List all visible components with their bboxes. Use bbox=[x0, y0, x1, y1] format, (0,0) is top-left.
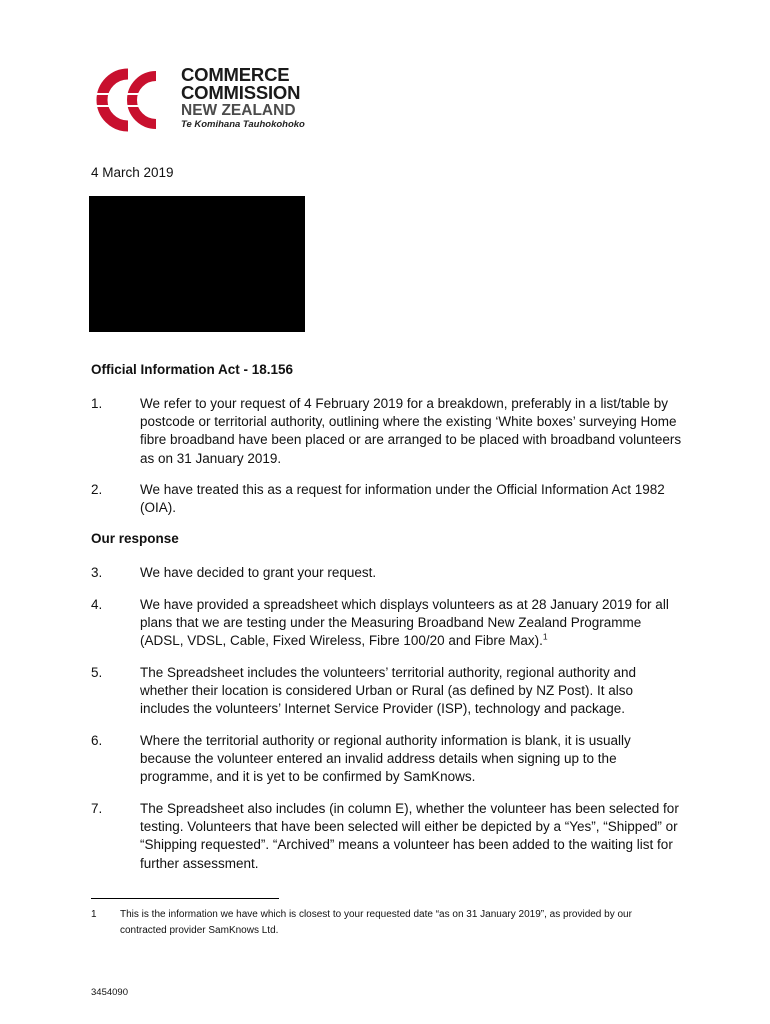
document-number: 3454090 bbox=[91, 987, 128, 998]
letter-subject: Official Information Act - 18.156 bbox=[91, 362, 294, 377]
footnote-reference[interactable]: 1 bbox=[542, 631, 548, 642]
paragraph-text-with-footnote bbox=[140, 596, 685, 651]
section-heading-our-response: Our response bbox=[91, 531, 179, 546]
paragraph-text: The Spreadsheet also includes (in column E), whether the volunteer has been selected for testing. Volunteers that have been selected will either be depicted by a “Yes”, “Shipped” or “Shipping requested”. “Archived” means a volunteer has been added to the waiting list for further assessment. bbox=[140, 801, 679, 871]
logo-line-maori: Te Komihana Tauhokohoko bbox=[181, 119, 305, 130]
paragraph-7 bbox=[91, 800, 691, 874]
logo-line-commission: COMMISSION bbox=[181, 82, 301, 103]
paragraph-text: We have provided a spreadsheet which displays volunteers as at 28 January 2019 for all plans that we are testing under the Measuring Broadband New Zealand Programme (ADSL, VDSL, Cable, Fixed Wireless, Fibre 100/20 and Fibre Max). bbox=[140, 597, 669, 649]
logo-line-commerce: COMMERCE bbox=[181, 64, 290, 85]
paragraph-text: We refer to your request of 4 February 2019 for a breakdown, preferably in a list/table by postcode or territorial authority, outlining where the existing ‘White boxes’ surveying Home fibre broadband have been placed or are arranged to be placed with broadband volunteers as on 31 January 2019. bbox=[140, 396, 682, 466]
cc-logo-icon bbox=[92, 68, 176, 132]
logo-wordmark bbox=[181, 66, 305, 131]
paragraph-number: 1. bbox=[91, 396, 103, 411]
paragraph-text: We have treated this as a request for information under the Official Information Act 1982 (OIA). bbox=[140, 482, 665, 516]
paragraph-text: We have decided to grant your request. bbox=[140, 565, 377, 580]
paragraph-4 bbox=[91, 596, 691, 652]
paragraph-number: 5. bbox=[91, 665, 103, 680]
footnote-text: This is the information we have which is closest to your requested date “as on 31 January 2019”, as provided by our contracted provider SamKnows Ltd. bbox=[120, 909, 632, 936]
paragraph-6 bbox=[91, 732, 691, 788]
paragraph-number: 2. bbox=[91, 482, 103, 497]
commerce-commission-logo bbox=[92, 66, 322, 136]
paragraph-text: The Spreadsheet includes the volunteers’ territorial authority, regional authority and whether their location is considered Urban or Rural (as defined by NZ Post). It also includes the volunteers’ Internet Service Provider (ISP), technology and package. bbox=[140, 665, 637, 717]
logo-line-new-zealand: NEW ZEALAND bbox=[181, 102, 296, 119]
paragraph-5 bbox=[91, 664, 691, 720]
paragraph-3 bbox=[91, 564, 691, 584]
paragraph-number: 7. bbox=[91, 801, 103, 816]
footnote-number: 1 bbox=[91, 909, 97, 920]
paragraph-2 bbox=[91, 481, 691, 519]
paragraph-text: Where the territorial authority or regional authority information is blank, it is usually because the volunteer entered an invalid address details when signing up to the programme, and it is yet to be confirmed by SamKnows. bbox=[140, 733, 631, 785]
footnote-divider bbox=[91, 898, 279, 899]
paragraph-number: 4. bbox=[91, 597, 103, 612]
paragraph-number: 6. bbox=[91, 733, 103, 748]
paragraph-1 bbox=[91, 395, 691, 469]
redacted-recipient-block bbox=[89, 196, 305, 332]
letter-date: 4 March 2019 bbox=[91, 165, 174, 180]
paragraph-number: 3. bbox=[91, 565, 103, 580]
